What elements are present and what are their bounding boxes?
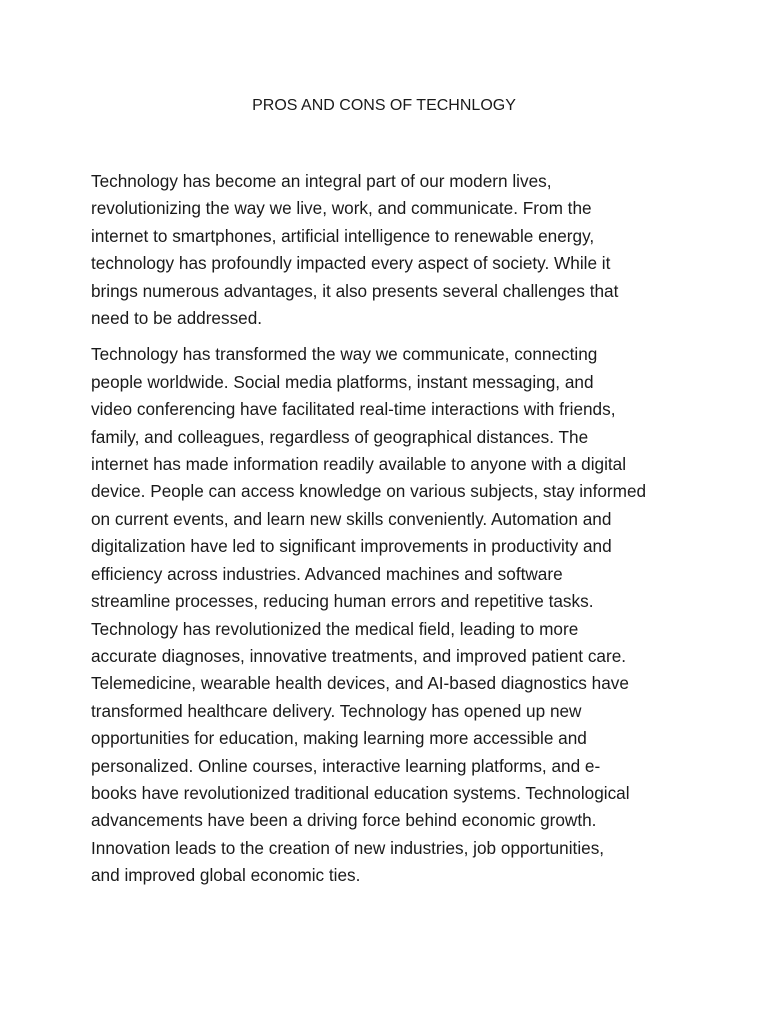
text-line: need to be addressed.: [91, 308, 263, 329]
text-line: Innovation leads to the creation of new industries, job opportunities,: [91, 837, 605, 858]
text-line: technology has profoundly impacted every aspect of society. While it: [91, 253, 611, 274]
text-line: internet to smartphones, artificial intelligence to renewable energy,: [91, 225, 595, 246]
text-line: efficiency across industries. Advanced machines and software: [91, 563, 563, 584]
text-line: people worldwide. Social media platforms, instant messaging, and: [91, 371, 594, 392]
text-line: advancements have been a driving force behind economic growth.: [91, 810, 597, 831]
document-body: [91, 168, 687, 890]
text-line: brings numerous advantages, it also presents several challenges that: [91, 280, 619, 301]
text-line: internet has made information readily available to anyone with a digital: [91, 454, 627, 475]
paragraph-advantages: [91, 341, 687, 889]
text-line: family, and colleagues, regardless of geographical distances. The: [91, 426, 589, 447]
text-line: Telemedicine, wearable health devices, and AI-based diagnostics have: [91, 673, 629, 694]
document-title: PROS AND CONS OF TECHNLOGY: [252, 97, 516, 114]
text-line: device. People can access knowledge on various subjects, stay informed: [91, 481, 647, 502]
text-line: video conferencing have facilitated real-time interactions with friends,: [91, 399, 616, 420]
text-line: Technology has transformed the way we communicate, connecting: [91, 344, 598, 365]
text-line: books have revolutionized traditional education systems. Technological: [91, 782, 630, 803]
text-line: streamline processes, reducing human errors and repetitive tasks.: [91, 591, 594, 612]
text-line: Technology has revolutionized the medical field, leading to more: [91, 618, 579, 639]
text-line: personalized. Online courses, interactive learning platforms, and e-: [91, 755, 601, 776]
text-line: accurate diagnoses, innovative treatments, and improved patient care.: [91, 645, 627, 666]
text-line: transformed healthcare delivery. Technology has opened up new: [91, 700, 582, 721]
paragraph-introduction: [91, 168, 687, 332]
text-line: opportunities for education, making learning more accessible and: [91, 728, 587, 749]
text-line: digitalization have led to significant improvements in productivity and: [91, 536, 612, 557]
text-line: on current events, and learn new skills conveniently. Automation and: [91, 508, 612, 529]
text-line: Technology has become an integral part of our modern lives,: [91, 171, 552, 191]
text-line: and improved global economic ties.: [91, 865, 361, 886]
text-line: revolutionizing the way we live, work, and communicate. From the: [91, 198, 592, 219]
